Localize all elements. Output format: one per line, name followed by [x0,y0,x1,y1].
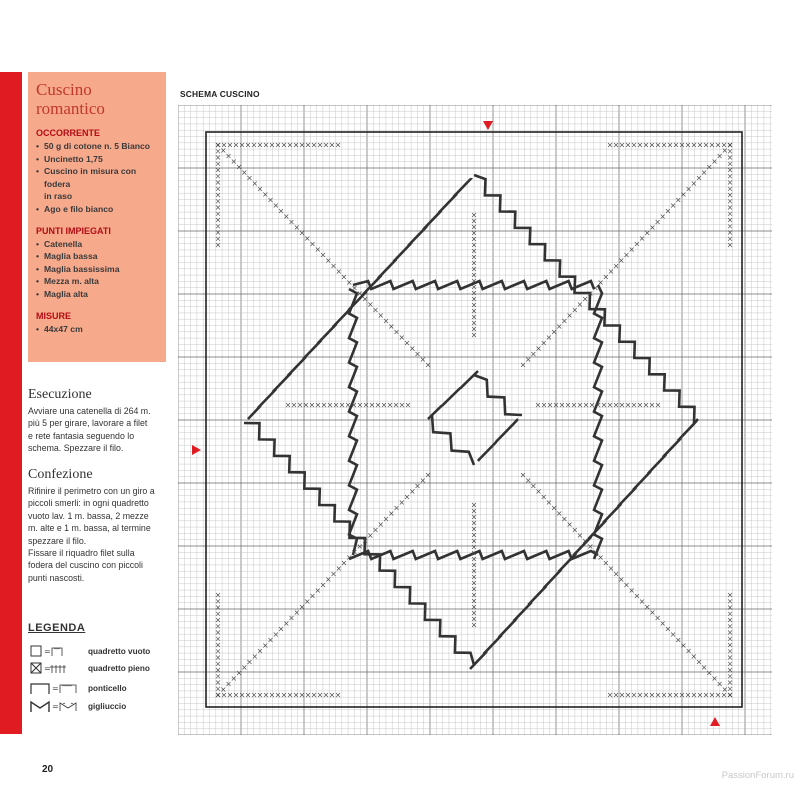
chart-grid [178,105,772,735]
list-item: • Uncinetto 1,75 [34,153,160,166]
svg-text:=: = [44,664,51,673]
punti-heading: PUNTI IMPIEGATI [36,225,111,236]
bottom-arrow-marker [710,717,720,726]
legend-label: ponticello [88,683,127,693]
list-item: • Maglia bassissima [34,263,160,276]
misure-list [34,323,160,336]
list-item: • 50 g di cotone n. 5 Bianco [34,140,160,153]
confezione-text: Rifinire il perimetro con un giro a piccoli smerli: in ogni quadretto vuoto lav. 1 m. bassa, 2 mezze m. alte e 1 m. bassa, al termine spezzare il filo. Fissare il riquadro filet sulla fodera del cuscino con piccoli punti nascosti. [28,486,155,583]
occorrente-heading: OCCORRENTE [36,128,101,138]
materials-panel [28,72,166,362]
filet-chart [178,105,772,735]
red-side-bar [0,72,22,734]
footer-brand: PassionForum.ru [721,770,794,781]
legend-title: LEGENDA [28,622,86,634]
top-arrow-marker [483,121,493,130]
legend-row-filled [30,661,150,675]
list-item: • Catenella [34,238,160,251]
svg-text:=: = [44,647,51,656]
legend-row-empty [30,644,150,658]
left-arrow-marker [192,445,201,455]
ponticello-icon [30,681,88,695]
schema-title: SCHEMA CUSCINO [180,89,260,99]
project-title: Cuscino romantico [36,80,105,118]
list-item: • Mezza m. alta [34,275,160,288]
filled-square-icon [30,661,88,675]
svg-text:=: = [52,684,59,693]
legend-label: gigliuccio [88,701,127,711]
punti-list [34,238,160,301]
list-item: • Maglia alta [34,288,160,301]
legend-row-gigliuccio [30,699,126,713]
list-item: • Cuscino in misura con fodera in raso [34,165,160,203]
misure-heading: MISURE [36,310,72,321]
page-number: 20 [42,764,54,775]
list-item: • Maglia bassa [34,250,160,263]
esecuzione-text: Avviare una catenella di 264 m. più 5 per girare, lavorare a filet e rete fantasia seguendo lo schema. Spezzare il filo. [28,406,151,454]
esecuzione-heading: Esecuzione [28,387,92,402]
empty-square-icon [30,644,88,658]
legend-label: quadretto pieno [88,663,150,673]
occorrente-list [34,140,160,216]
gigliuccio-icon [30,699,88,713]
legend-row-ponticello [30,681,127,695]
confezione-heading: Confezione [28,467,93,482]
legend-label: quadretto vuoto [88,646,151,656]
svg-text:=: = [52,702,59,711]
list-item: • Ago e filo bianco [34,203,160,216]
list-item: • 44x47 cm [34,323,160,336]
